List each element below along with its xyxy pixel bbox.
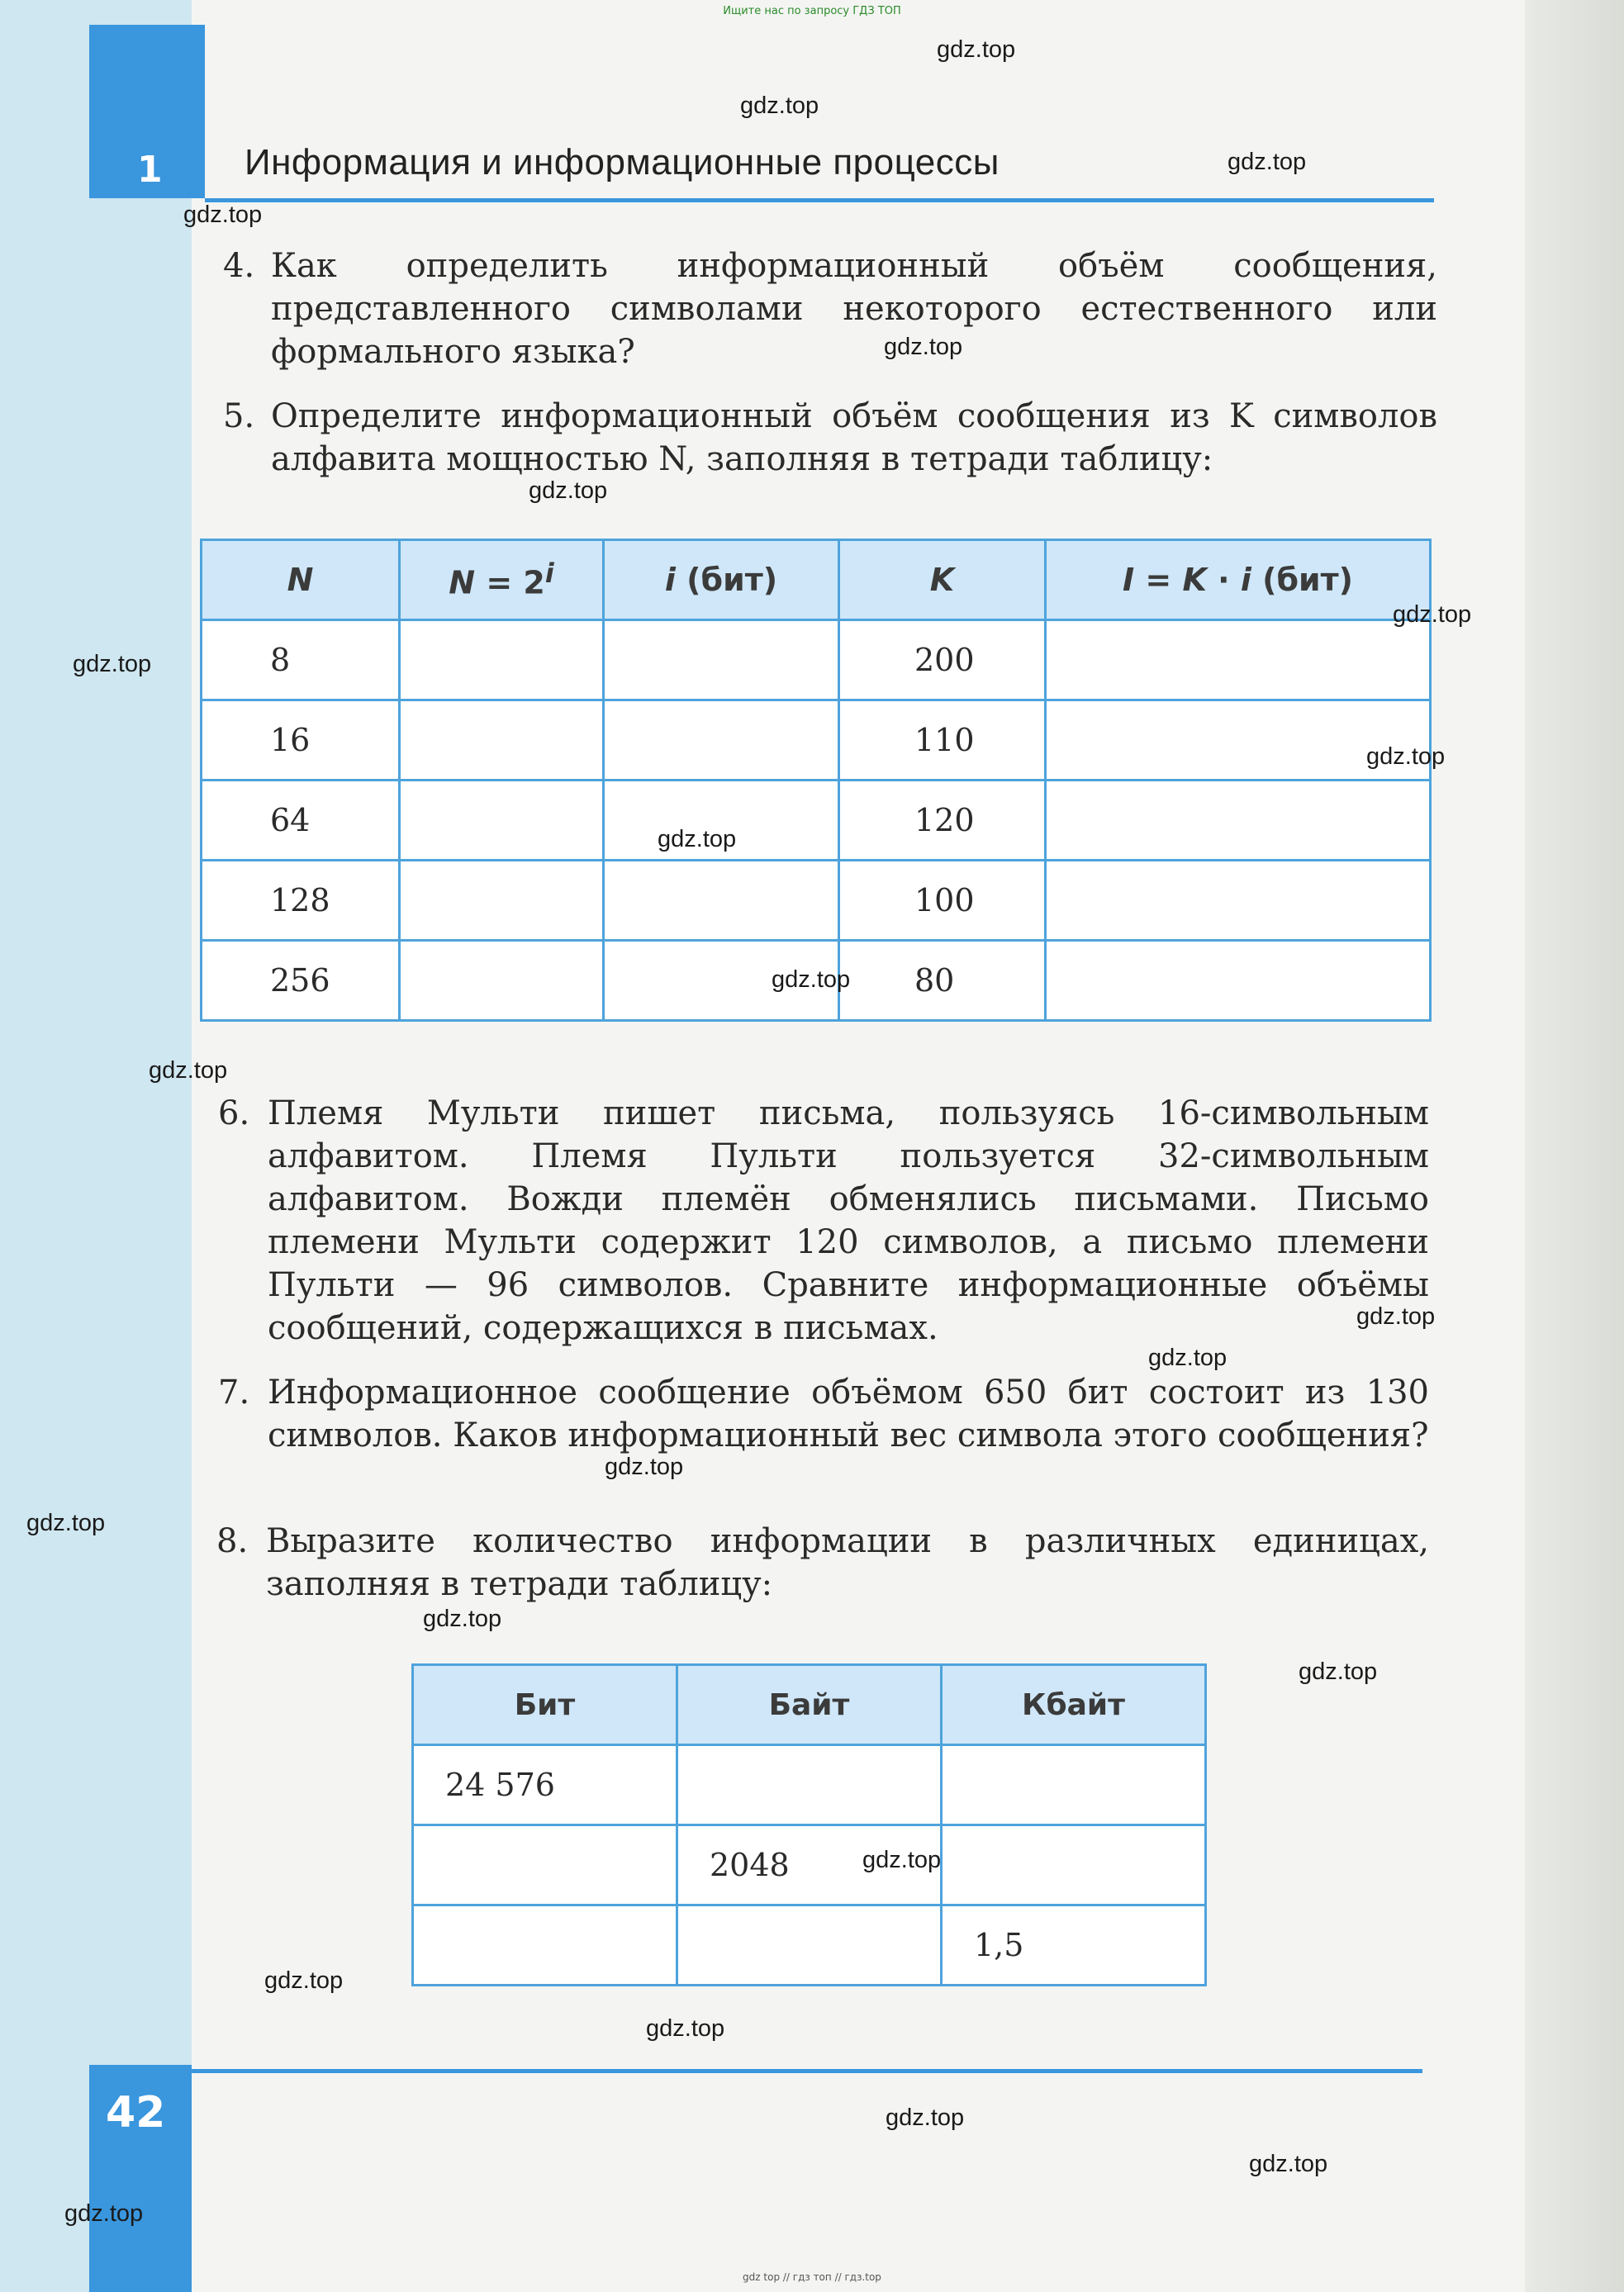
watermark: gdz.top: [64, 2200, 144, 2227]
cell: [400, 620, 604, 700]
table-row: [413, 1745, 1206, 1825]
cell-n: 16: [202, 700, 400, 781]
watermark: gdz.top: [884, 334, 963, 360]
header-cell: Бит: [413, 1665, 677, 1745]
cell-n: 256: [202, 941, 400, 1021]
chapter-number: 1: [137, 149, 163, 191]
table-units: [411, 1663, 1207, 1986]
cell-n: 8: [202, 620, 400, 700]
cell: [400, 941, 604, 1021]
cell: [413, 1825, 677, 1905]
question-text: Племя Мульти пишет письма, пользуясь 16-символьным алфавитом. Племя Пульти пользуется 32-символьным алфавитом. Вожди племён обменялись письмами. Письмо племени Мульти содержит 120 символов, а письмо племени Пульти — 96 символов. Сравните информационные объёмы сообщений, содержащихся в письмах.: [268, 1094, 1429, 1347]
question-number: 6.: [218, 1094, 250, 1132]
question-text: Выразите количество информации в различных единицах, заполняя в тетради таблицу:: [266, 1522, 1429, 1603]
watermark: gdz.top: [1366, 743, 1446, 770]
watermark: gdz.top: [1148, 1345, 1227, 1371]
table-row: [413, 1905, 1206, 1986]
watermark: gdz.top: [862, 1847, 942, 1873]
question-text: Информационное сообщение объёмом 650 бит состоит из 130 символов. Каков информационный вес символа этого сообщения?: [268, 1374, 1429, 1454]
question-8: [216, 1520, 1429, 1611]
header-rule: [205, 198, 1434, 202]
watermark: gdz.top: [740, 93, 819, 119]
page-number-tab: [89, 2065, 192, 2292]
header-cell: I = K · i (бит): [1046, 540, 1431, 620]
question-5: [223, 395, 1437, 486]
watermark: gdz.top: [529, 477, 608, 504]
cell: [604, 700, 839, 781]
cell-k: 120: [839, 781, 1046, 861]
cell: [942, 1745, 1206, 1825]
question-text: Определите информационный объём сообщения из K символов алфавита мощностью N, заполняя в тетради таблицу:: [271, 397, 1437, 478]
watermark: gdz.top: [1393, 601, 1472, 628]
footer-rule: [192, 2069, 1422, 2073]
cell: [604, 620, 839, 700]
cell: [1046, 861, 1431, 941]
question-number: 7.: [218, 1374, 250, 1412]
chapter-title: Информация и информационные процессы: [245, 142, 1000, 183]
watermark: gdz.top: [886, 2105, 965, 2131]
header-cell: Кбайт: [942, 1665, 1206, 1745]
cell-n: 128: [202, 861, 400, 941]
table-row: [202, 620, 1431, 700]
watermark: gdz.top: [658, 826, 737, 852]
header-cell: i (бит): [604, 540, 839, 620]
cell-k: 80: [839, 941, 1046, 1021]
question-text: Как определить информационный объём сообщения, представленного символами некоторого естественного или формального языка?: [271, 247, 1437, 371]
cell: [1046, 620, 1431, 700]
cell: [400, 781, 604, 861]
header-cell: Байт: [677, 1665, 942, 1745]
header-cell: $N = 2^i$: [400, 540, 604, 620]
table-row: [202, 781, 1431, 861]
page-edge-shadow: [1525, 0, 1624, 2292]
watermark: gdz.top: [73, 651, 152, 677]
table-row: [413, 1825, 1206, 1905]
cell: 24 576: [413, 1745, 677, 1825]
watermark: gdz.top: [1299, 1658, 1378, 1685]
question-4: [223, 244, 1437, 377]
watermark: gdz.top: [26, 1510, 106, 1536]
cell-n: 64: [202, 781, 400, 861]
question-7: [218, 1371, 1429, 1503]
header-cell: N: [202, 540, 400, 620]
cell: 1,5: [942, 1905, 1206, 1986]
cell: 2048: [677, 1825, 942, 1905]
table-header-row: [202, 540, 1431, 620]
watermark: gdz.top: [149, 1057, 228, 1084]
table-row: [202, 700, 1431, 781]
question-number: 8.: [216, 1522, 249, 1560]
table-header-row: [413, 1665, 1206, 1745]
cell: [400, 861, 604, 941]
cell: [604, 861, 839, 941]
left-margin-band: [0, 0, 192, 2292]
question-6: [218, 1092, 1429, 1356]
cell: [1046, 781, 1431, 861]
cell-k: 110: [839, 700, 1046, 781]
header-cell: K: [839, 540, 1046, 620]
watermark: gdz.top: [423, 1606, 502, 1632]
watermark: gdz.top: [183, 202, 263, 228]
table-alphabet: [200, 539, 1432, 1022]
watermark: gdz.top: [772, 966, 851, 993]
cell: [1046, 941, 1431, 1021]
cell: [677, 1745, 942, 1825]
question-number: 5.: [223, 397, 255, 435]
table-row: [202, 861, 1431, 941]
cell: [400, 700, 604, 781]
cell-k: 100: [839, 861, 1046, 941]
watermark: gdz.top: [264, 1967, 344, 1994]
bottom-note: gdz top // гдз топ // гдз.top: [743, 2271, 881, 2283]
cell-k: 200: [839, 620, 1046, 700]
chapter-tab: [89, 25, 205, 198]
watermark: gdz.top: [646, 2015, 725, 2042]
watermark: gdz.top: [605, 1454, 684, 1480]
watermark: gdz.top: [1227, 149, 1307, 175]
watermark: gdz.top: [937, 36, 1016, 63]
cell: [677, 1905, 942, 1986]
cell: [942, 1825, 1206, 1905]
watermark: gdz.top: [1356, 1303, 1436, 1330]
top-note: Ищите нас по запросу ГДЗ ТОП: [723, 5, 901, 17]
watermark: gdz.top: [1249, 2151, 1328, 2177]
cell: [413, 1905, 677, 1986]
question-number: 4.: [223, 247, 255, 285]
page-number: 42: [106, 2088, 166, 2138]
